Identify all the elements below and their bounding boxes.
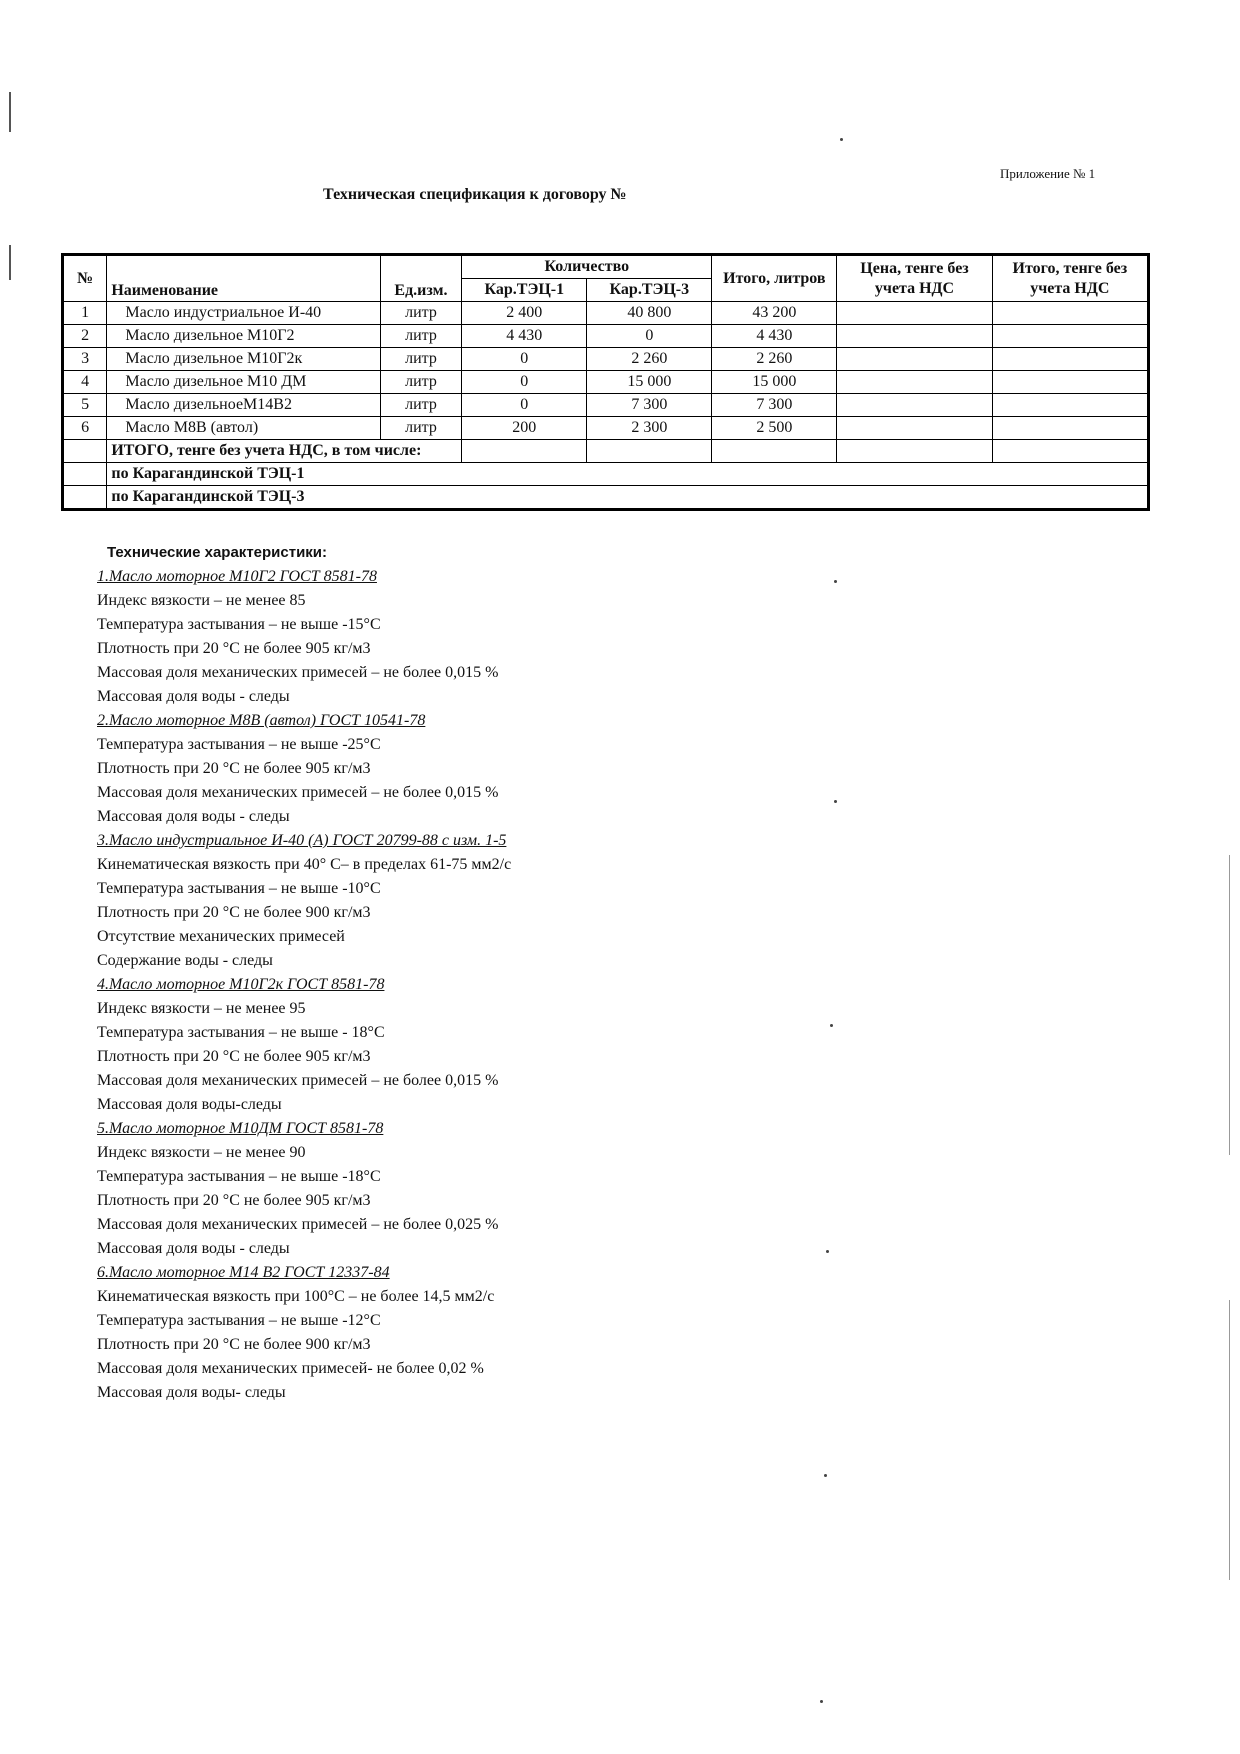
row-tec1: 0 — [462, 348, 587, 371]
total-row-label: ИТОГО, тенге без учета НДС, в том числе: — [107, 440, 462, 463]
row-no: 3 — [63, 348, 107, 371]
row-price — [837, 394, 992, 417]
row-price — [837, 302, 992, 325]
spec-title: 3.Масло индустриальное И-40 (А) ГОСТ 20799-88 с изм. 1-5 — [97, 832, 507, 849]
spec-line: Плотность при 20 °С не более 905 кг/м3 — [97, 1192, 371, 1209]
header-quantity: Количество — [462, 255, 712, 279]
header-tec1: Кар.ТЭЦ-1 — [462, 279, 587, 302]
spec-line: Кинематическая вязкость при 40° С– в пределах 61-75 мм2/с — [97, 856, 512, 873]
spec-line: Массовая доля механических примесей – не более 0,015 % — [97, 1072, 499, 1089]
scan-dot — [834, 580, 837, 583]
spec-line: Температура застывания – не выше - 18°С — [97, 1024, 385, 1041]
sub-empty — [63, 463, 107, 486]
header-sum: Итого, тенге без учета НДС — [992, 255, 1148, 302]
spec-line: Индекс вязкости – не менее 90 — [97, 1144, 306, 1161]
table-row — [63, 371, 1149, 394]
scan-mark — [9, 92, 11, 132]
row-total: 7 300 — [712, 394, 837, 417]
row-name: Масло индустриальное И-40 — [107, 302, 380, 325]
table-row — [63, 325, 1149, 348]
scan-dot — [830, 1024, 833, 1027]
spec-line: Плотность при 20 °С не более 905 кг/м3 — [97, 1048, 371, 1065]
spec-line: Температура застывания – не выше -25°С — [97, 736, 381, 753]
row-tec3: 40 800 — [587, 302, 712, 325]
spec-line: Индекс вязкости – не менее 95 — [97, 1000, 306, 1017]
row-tec3: 0 — [587, 325, 712, 348]
total-empty — [63, 440, 107, 463]
row-tec3: 7 300 — [587, 394, 712, 417]
row-name: Масло дизельное М10 ДМ — [107, 371, 380, 394]
spec-title: 6.Масло моторное М14 В2 ГОСТ 12337-84 — [97, 1264, 390, 1281]
total-price — [837, 440, 992, 463]
scan-dot — [820, 1700, 823, 1703]
appendix-label: Приложение № 1 — [1000, 166, 1096, 181]
row-tec1: 0 — [462, 394, 587, 417]
row-sum — [992, 348, 1148, 371]
row-total: 2 500 — [712, 417, 837, 440]
scan-dot — [826, 1250, 829, 1253]
row-unit: литр — [380, 348, 462, 371]
spec-line: Массовая доля механических примесей – не более 0,015 % — [97, 664, 499, 681]
spec-title: 2.Масло моторное М8В (автол) ГОСТ 10541-78 — [97, 712, 426, 729]
scan-dot — [834, 800, 837, 803]
table-row — [63, 394, 1149, 417]
row-tec1: 200 — [462, 417, 587, 440]
spec-title: 1.Масло моторное М10Г2 ГОСТ 8581-78 — [97, 568, 377, 585]
row-unit: литр — [380, 302, 462, 325]
specification-table — [61, 253, 1150, 511]
header-price: Цена, тенге без учета НДС — [837, 255, 992, 302]
row-unit: литр — [380, 394, 462, 417]
spec-line: Плотность при 20 °С не более 905 кг/м3 — [97, 760, 371, 777]
row-total: 4 430 — [712, 325, 837, 348]
spec-line: Температура застывания – не выше -12°С — [97, 1312, 381, 1329]
row-sum — [992, 417, 1148, 440]
row-unit: литр — [380, 371, 462, 394]
spec-title: 5.Масло моторное М10ДМ ГОСТ 8581-78 — [97, 1120, 384, 1137]
spec-line: Индекс вязкости – не менее 85 — [97, 592, 306, 609]
scan-mark — [1229, 855, 1230, 1155]
header-unit: Ед.изм. — [380, 255, 462, 302]
row-no: 4 — [63, 371, 107, 394]
row-sum — [992, 325, 1148, 348]
spec-line: Массовая доля воды - следы — [97, 808, 290, 825]
scan-mark — [1229, 1300, 1230, 1580]
spec-line: Плотность при 20 °С не более 900 кг/м3 — [97, 1336, 371, 1353]
row-no: 5 — [63, 394, 107, 417]
spec-line: Массовая доля воды-следы — [97, 1096, 282, 1113]
technical-specs — [97, 544, 797, 1405]
row-name: Масло дизельное М10Г2к — [107, 348, 380, 371]
spec-line: Отсутствие механических примесей — [97, 928, 345, 945]
table-sub-row — [63, 463, 1149, 486]
spec-title: 4.Масло моторное М10Г2к ГОСТ 8581-78 — [97, 976, 385, 993]
specs-heading: Технические характеристики: — [107, 544, 328, 561]
spec-line: Массовая доля механических примесей- не более 0,02 % — [97, 1360, 484, 1377]
spec-line: Плотность при 20 °С не более 900 кг/м3 — [97, 904, 371, 921]
row-name: Масло дизельноеМ14В2 — [107, 394, 380, 417]
sub-row-tec1: по Карагандинской ТЭЦ-1 — [107, 463, 1149, 486]
total-tec3 — [587, 440, 712, 463]
row-price — [837, 371, 992, 394]
scan-mark — [9, 245, 11, 280]
spec-line: Массовая доля воды - следы — [97, 688, 290, 705]
sub-empty — [63, 486, 107, 510]
row-tec3: 2 260 — [587, 348, 712, 371]
total-liters — [712, 440, 837, 463]
row-total: 2 260 — [712, 348, 837, 371]
document-title: Техническая спецификация к договору № — [323, 186, 627, 203]
table-row — [63, 417, 1149, 440]
row-no: 6 — [63, 417, 107, 440]
row-no: 2 — [63, 325, 107, 348]
sub-row-tec3: по Карагандинской ТЭЦ-3 — [107, 486, 1149, 510]
row-tec1: 4 430 — [462, 325, 587, 348]
table-row — [63, 348, 1149, 371]
spec-line: Содержание воды - следы — [97, 952, 273, 969]
table-sub-row — [63, 486, 1149, 510]
spec-line: Плотность при 20 °С не более 905 кг/м3 — [97, 640, 371, 657]
table-row — [63, 302, 1149, 325]
spec-line: Температура застывания – не выше -18°С — [97, 1168, 381, 1185]
spec-line: Температура застывания – не выше -15°С — [97, 616, 381, 633]
table-total-row — [63, 440, 1149, 463]
row-tec1: 0 — [462, 371, 587, 394]
row-total: 43 200 — [712, 302, 837, 325]
spec-line: Кинематическая вязкость при 100°С – не более 14,5 мм2/с — [97, 1288, 495, 1305]
row-unit: литр — [380, 325, 462, 348]
total-sum — [992, 440, 1148, 463]
spec-line: Массовая доля воды- следы — [97, 1384, 286, 1401]
row-tec1: 2 400 — [462, 302, 587, 325]
row-no: 1 — [63, 302, 107, 325]
scan-dot — [824, 1474, 827, 1477]
row-tec3: 2 300 — [587, 417, 712, 440]
total-tec1 — [462, 440, 587, 463]
header-tec3: Кар.ТЭЦ-3 — [587, 279, 712, 302]
row-tec3: 15 000 — [587, 371, 712, 394]
header-name: Наименование — [107, 255, 380, 302]
row-total: 15 000 — [712, 371, 837, 394]
spec-line: Массовая доля механических примесей – не более 0,015 % — [97, 784, 499, 801]
header-no: № — [63, 255, 107, 302]
header-total-liters: Итого, литров — [712, 255, 837, 302]
row-sum — [992, 394, 1148, 417]
spec-line: Массовая доля механических примесей – не более 0,025 % — [97, 1216, 499, 1233]
row-name: Масло дизельное М10Г2 — [107, 325, 380, 348]
spec-line: Температура застывания – не выше -10°С — [97, 880, 381, 897]
row-price — [837, 325, 992, 348]
row-price — [837, 417, 992, 440]
row-sum — [992, 371, 1148, 394]
spec-line: Массовая доля воды - следы — [97, 1240, 290, 1257]
row-sum — [992, 302, 1148, 325]
row-price — [837, 348, 992, 371]
row-unit: литр — [380, 417, 462, 440]
row-name: Масло М8В (автол) — [107, 417, 380, 440]
scan-dot — [840, 138, 843, 141]
